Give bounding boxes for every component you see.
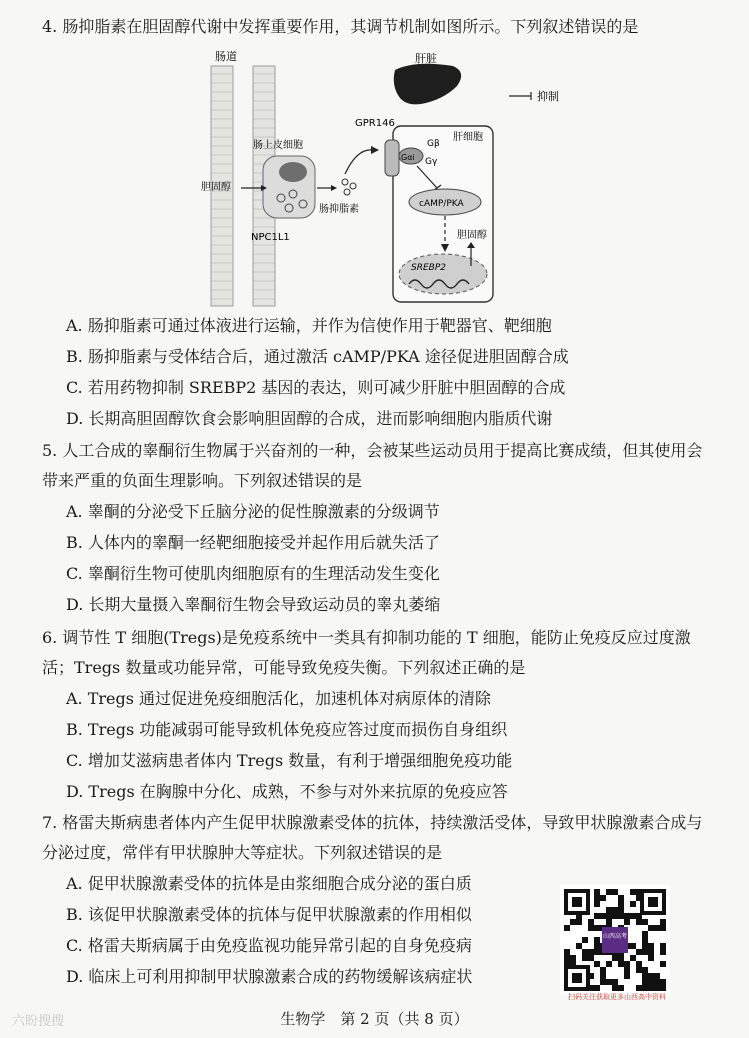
qr-badge-text: 山西高考 [602,933,628,940]
qr-caption: 扫码关注获取更多山西高中资料 [568,993,666,1001]
option-c[interactable]: C. 若用药物抑制 SREBP2 基因的表达，则可减少肝脏中胆固醇的合成 [66,378,566,397]
question-4 [42,12,707,42]
qr-code-icon[interactable] [560,885,670,995]
question-6 [42,623,707,807]
option-d[interactable]: D. 临床上可利用抑制甲状腺激素合成的药物缓解该病症状 [66,967,473,986]
question-4-options [42,310,707,434]
liver-icon [394,64,461,105]
question-stem: 6. 调节性 T 细胞(Tregs)是免疫系统中一类具有抑制功能的 T 细胞，能防止免疫反应过度激活；Tregs 数量或功能异常，可能导致免疫失衡。下列叙述正确的是 [42,628,691,677]
page-footer: 生物学 第 2 页（共 8 页） [280,1010,469,1028]
qr-badge [602,927,628,953]
option-c[interactable]: C. 增加艾滋病患者体内 Tregs 数量，有利于增强细胞免疫功能 [66,751,513,770]
enterostatin-label: 肠抑脂素 [319,204,359,215]
liver-label: 肝脏 [415,52,437,65]
cholesterol-regulation-diagram [195,48,635,310]
hepatocyte-label: 肝细胞 [453,132,483,143]
gai-label: Gαi [401,153,415,162]
gb-label: Gβ [427,139,440,149]
option-b[interactable]: B. 人体内的睾酮一经靶细胞接受并起作用后就失活了 [66,533,440,552]
epithelial-label: 肠上皮细胞 [253,140,303,151]
cholesterol-in-label: 胆固醇 [201,182,231,193]
option-b[interactable]: B. Tregs 功能减弱可能导致机体免疫应答过度而损伤自身组织 [66,720,508,739]
question-stem: 4. 肠抑脂素在胆固醇代谢中发挥重要作用，其调节机制如图所示。下列叙述错误的是 [42,17,639,36]
option-a[interactable]: A. Tregs 通过促进免疫细胞活化，加速机体对病原体的清除 [66,689,492,708]
question-stem: 5. 人工合成的睾酮衍生物属于兴奋剂的一种，会被某些运动员用于提高比赛成绩，但其使用会带来严重的负面生理影响。下列叙述错误的是 [42,441,703,490]
option-d[interactable]: D. 长期大量摄入睾酮衍生物会导致运动员的睾丸萎缩 [66,595,441,614]
gut-label: 肠道 [215,50,237,63]
watermark: 六盼搜搜 [12,1014,65,1029]
camp-label: cAMP/PKA [419,199,464,209]
option-d[interactable]: D. Tregs 在胸腺中分化、成熟，不参与对外来抗原的免疫应答 [66,782,508,801]
option-a[interactable]: A. 肠抑脂素可通过体液进行运输，并作为信使作用于靶器官、靶细胞 [66,316,552,335]
question-5 [42,436,707,620]
gpr-label: GPR146 [355,118,395,129]
gpr146-receptor [385,140,399,176]
cholesterol-out-label: 胆固醇 [457,230,487,241]
option-a[interactable]: A. 促甲状腺激素受体的抗体是由浆细胞合成分泌的蛋白质 [66,874,472,893]
option-b[interactable]: B. 该促甲状腺激素受体的抗体与促甲状腺激素的作用相似 [66,905,472,924]
option-c[interactable]: C. 睾酮衍生物可使肌肉细胞原有的生理活动发生变化 [66,564,440,583]
option-a[interactable]: A. 睾酮的分泌受下丘脑分泌的促性腺激素的分级调节 [66,502,440,521]
option-c[interactable]: C. 格雷夫斯病属于由免疫监视功能异常引起的自身免疫病 [66,936,472,955]
option-d[interactable]: D. 长期高胆固醇饮食会影响胆固醇的合成，进而影响细胞内脂质代谢 [66,409,553,428]
srebp-label: SREBP2 [411,263,446,273]
legend-label: 抑制 [537,90,559,103]
secretion-arrow [345,150,373,174]
gg-label: Gγ [425,157,438,167]
option-b[interactable]: B. 肠抑脂素与受体结合后，通过激活 cAMP/PKA 途径促进胆固醇合成 [66,347,569,366]
question-stem: 7. 格雷夫斯病患者体内产生促甲状腺激素受体的抗体，持续激活受体，导致甲状腺激素合成与分泌过度，常伴有甲状腺肿大等症状。下列叙述错误的是 [42,813,703,862]
nucleus-srebp2 [399,254,487,294]
npc-label: NPC1L1 [251,232,290,243]
nucleus [279,162,307,182]
